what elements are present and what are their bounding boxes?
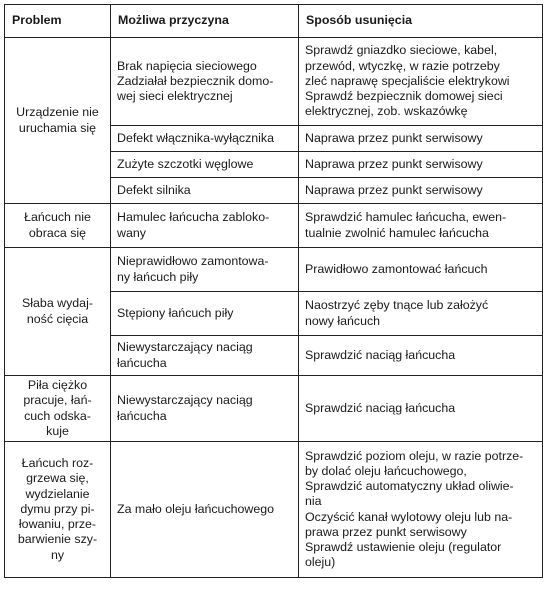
cause-line: Brak napięcia sieciowego <box>117 58 257 73</box>
remedy-cell <box>299 292 543 336</box>
remedy-line: elektrycznej, zob. wskazówkę <box>305 104 468 119</box>
problem-line: Urządzenie nie <box>16 105 99 120</box>
cause-line: Stępiony łańcuch piły <box>117 305 234 320</box>
problem-line: Łańcuch nie <box>24 210 91 225</box>
cause-line: Za mało oleju łańcuchowego <box>117 501 275 516</box>
remedy-cell <box>299 152 543 178</box>
remedy-line: Sprawdź gniazdko sieciowe, kabel, <box>305 43 498 58</box>
remedy-line: Sprawdzić naciąg łańcucha <box>305 347 456 362</box>
header-row <box>5 5 543 38</box>
remedy-line: Sprawdzić poziom oleju, w razie potrze- <box>305 448 524 463</box>
table-row <box>5 376 543 442</box>
remedy-cell <box>299 178 543 204</box>
remedy-cell <box>299 38 543 126</box>
problem-line: Słaba wydaj- <box>22 296 93 311</box>
problem-cell <box>5 376 111 442</box>
cause-line: Nieprawidłowo zamontowa- <box>117 254 269 269</box>
remedy-line: by dolać oleju łańcuchowego, <box>305 463 467 478</box>
problem-line: kuje <box>46 423 69 438</box>
problem-line: uruchamia się <box>18 120 97 135</box>
remedy-line: Naprawa przez punkt serwisowy <box>305 156 483 171</box>
cause-line: wej sieci elektrycznej <box>117 89 233 104</box>
remedy-line: Naprawa przez punkt serwisowy <box>305 182 483 197</box>
remedy-line: Prawidłowo zamontować łańcuch <box>305 261 488 276</box>
problem-line: Piła ciężko <box>27 378 88 393</box>
header-cause: Możliwa przyczyna <box>111 5 299 38</box>
remedy-line: Sprawdzić hamulec łańcucha, ewen- <box>305 210 507 225</box>
remedy-cell <box>299 204 543 248</box>
table-row <box>5 204 543 248</box>
header-problem: Problem <box>5 5 111 38</box>
cause-line: Zużyte szczotki węglowe <box>117 156 254 171</box>
cause-cell <box>111 292 299 336</box>
problem-line: obraca się <box>28 225 87 240</box>
remedy-line: oleju) <box>305 555 336 570</box>
cause-cell <box>111 336 299 376</box>
table-row <box>5 442 543 578</box>
remedy-line: Naprawa przez punkt serwisowy <box>305 130 483 145</box>
remedy-cell <box>299 376 543 442</box>
cause-line: Defekt silnika <box>117 182 191 197</box>
remedy-line: nowy łańcuch <box>305 313 381 328</box>
troubleshooting-table <box>4 4 543 578</box>
cause-cell <box>111 178 299 204</box>
remedy-cell <box>299 126 543 152</box>
problem-line: Łańcuch roz- <box>21 456 94 471</box>
cause-cell <box>111 442 299 578</box>
problem-line: wydzielanie <box>25 486 90 501</box>
remedy-line: prawa przez punkt serwisowy <box>305 524 467 539</box>
cause-cell <box>111 152 299 178</box>
remedy-cell <box>299 442 543 578</box>
remedy-line: Sprawdź ustawienie oleju (regulator <box>305 539 502 554</box>
cause-cell <box>111 376 299 442</box>
cause-line: ny łańcuch piły <box>117 269 199 284</box>
problem-line: grzewa się, <box>26 471 89 486</box>
cause-cell <box>111 248 299 292</box>
cause-line: Zadziałał bezpiecznik domo- <box>117 73 274 88</box>
problem-line: dymu przy pi- <box>20 501 95 516</box>
cause-line: Niewystarczający naciąg <box>117 393 253 408</box>
table-row <box>5 248 543 292</box>
cause-line: Defekt włącznika-wyłącznika <box>117 130 275 145</box>
problem-line: cuch odska- <box>24 408 91 423</box>
problem-cell <box>5 38 111 204</box>
cause-line: Hamulec łańcucha zabloko- <box>117 210 270 225</box>
cause-line: wany <box>117 225 146 240</box>
header-remedy: Sposób usunięcia <box>299 5 543 38</box>
cause-cell <box>111 38 299 126</box>
remedy-line: Naostrzyć zęby tnące lub założyć <box>305 298 489 313</box>
problem-line: barwienie szy- <box>17 532 98 547</box>
problem-cell <box>5 442 111 578</box>
remedy-cell <box>299 336 543 376</box>
problem-cell <box>5 248 111 376</box>
cause-line: Niewystarczający naciąg <box>117 340 253 355</box>
cause-line: łańcucha <box>117 408 167 423</box>
remedy-line: nia <box>305 494 322 509</box>
remedy-line: Oczyścić kanał wylotowy oleju lub na- <box>305 509 513 524</box>
remedy-line: tualnie zwolnić hamulec łańcucha <box>305 225 489 240</box>
cause-cell <box>111 204 299 248</box>
remedy-cell <box>299 248 543 292</box>
problem-line: pracuje, łań- <box>23 393 92 408</box>
remedy-line: przewód, wtyczkę, w razie potrzeby <box>305 58 500 73</box>
problem-line: ność cięcia <box>26 311 89 326</box>
remedy-line: zleć naprawę specjaliście elektrykowi <box>305 73 510 88</box>
remedy-line: Sprawdzić naciąg łańcucha <box>305 400 456 415</box>
table-row <box>5 38 543 126</box>
problem-line: ny <box>50 547 65 562</box>
cause-cell <box>111 126 299 152</box>
problem-cell <box>5 204 111 248</box>
remedy-line: Sprawdź bezpiecznik domowej sieci <box>305 89 503 104</box>
remedy-line: Sprawdzić automatyczny układ oliwie- <box>305 479 514 494</box>
problem-line: łowaniu, prze- <box>18 517 97 532</box>
cause-line: łańcucha <box>117 355 167 370</box>
